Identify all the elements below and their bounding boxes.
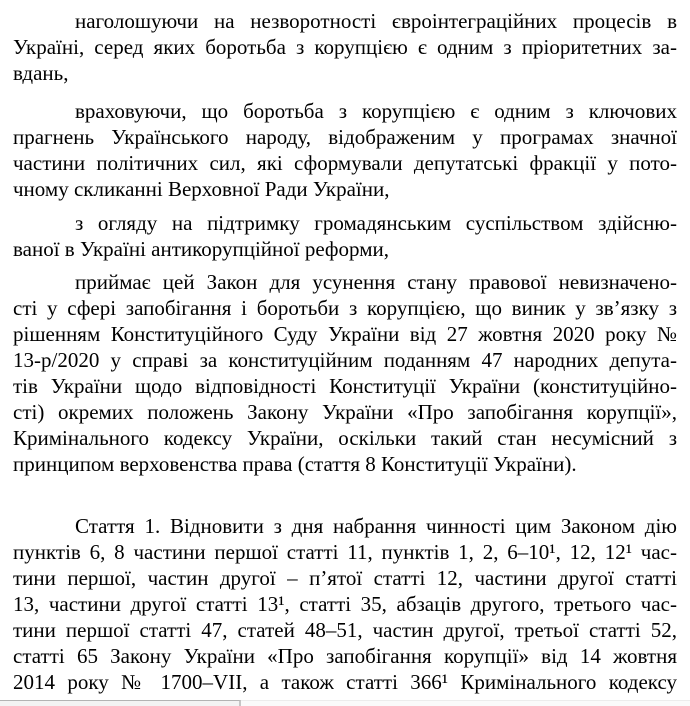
text-line: рішенням Конституційного Суду України від 27 жовтня 2020 року № bbox=[13, 322, 677, 346]
text-line: приймає цей Закон для усунення стану правової невизначено- bbox=[75, 270, 677, 294]
text-line: вдань, bbox=[13, 61, 69, 85]
text-line: пунктів 6, 8 частини першої статті 11, пунктів 1, 2, 6–10¹, 12, 12¹ час- bbox=[13, 540, 677, 564]
text-line: статті 65 Закону України «Про запобігання корупції» від 14 жовтня bbox=[13, 644, 677, 668]
horizontal-scrollbar[interactable] bbox=[0, 700, 690, 706]
text-line: частини політичних сил, які сформували депутатські фракції у пото- bbox=[13, 151, 677, 175]
text-line: наголошуючи на незворотності євроінтеграційних процесів в bbox=[75, 9, 677, 33]
paragraph bbox=[13, 210, 677, 262]
text-line: Україні, серед яких боротьба з корупцією є одним з пріоритетних за- bbox=[13, 35, 677, 59]
text-line: 13-р/2020 у справі за конституційним поданням 47 народних депута- bbox=[13, 348, 677, 372]
text-line: ваної в Україні антикорупційної реформи, bbox=[13, 237, 390, 261]
document-text bbox=[13, 8, 677, 695]
paragraph bbox=[13, 513, 677, 695]
scrollbar-thumb[interactable] bbox=[0, 700, 241, 706]
text-line: сті) окремих положень Закону України «Про запобігання корупції», bbox=[13, 400, 677, 424]
text-line: з огляду на підтримку громадянським суспільством здійсню- bbox=[75, 211, 677, 235]
text-line: тів України щодо відповідності Конституції України (конституційно- bbox=[13, 374, 677, 398]
text-line: Стаття 1. Відновити з дня набрання чинності цим Законом дію bbox=[75, 514, 677, 538]
text-line: сті у сфері запобігання і боротьби з корупцією, що виник у зв’язку з bbox=[13, 296, 677, 320]
paragraph bbox=[13, 98, 677, 202]
paragraph bbox=[13, 269, 677, 477]
text-line: враховуючи, що боротьба з корупцією є одним з ключових bbox=[75, 99, 677, 123]
text-line: принципом верховенства права (стаття 8 Конституції України). bbox=[13, 452, 577, 476]
text-line: 2014 року № 1700–VII, а також статті 366¹ Кримінального кодексу bbox=[13, 670, 677, 694]
text-line: Кримінального кодексу України, оскільки такий стан несумісний з bbox=[13, 426, 677, 450]
paragraph bbox=[13, 8, 677, 86]
text-line: тини першої, частин другої – п’ятої статті 12, частини другої статті bbox=[13, 566, 677, 590]
text-line: 13, частини другої статті 13¹, статті 35, абзаців другого, третього час- bbox=[13, 592, 677, 616]
text-line: тини першої статті 47, статей 48–51, частин другої, третьої статті 52, bbox=[13, 618, 677, 642]
text-line: чному скликанні Верховної Ради України, bbox=[13, 177, 390, 201]
text-line: прагнень Українського народу, відображеним у програмах значної bbox=[13, 125, 677, 149]
